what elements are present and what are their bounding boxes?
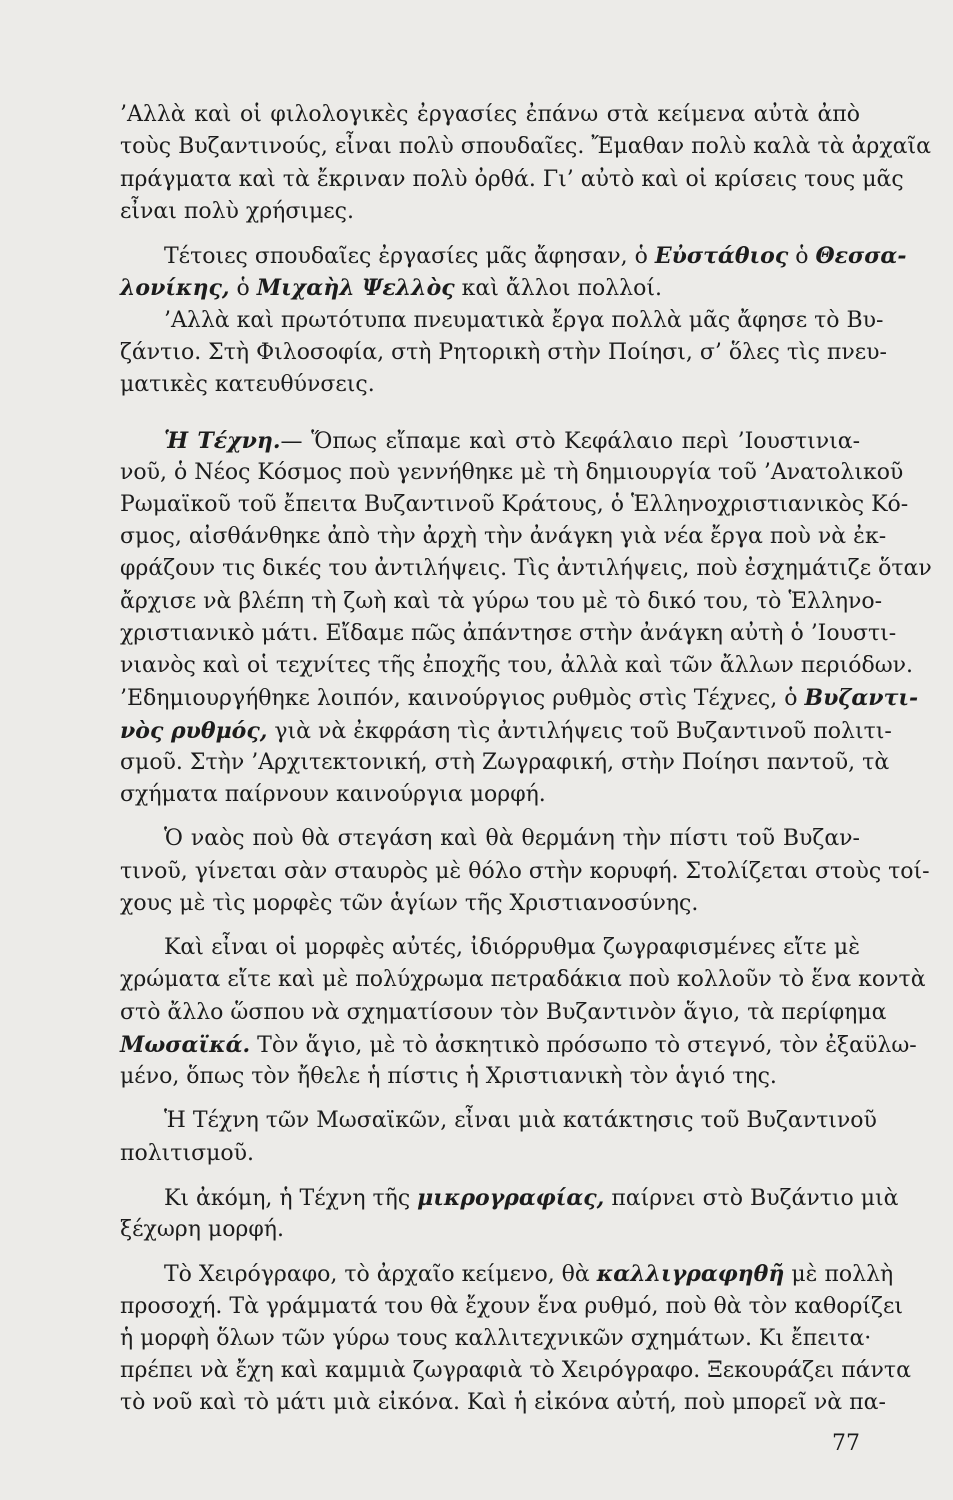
text-line: φράζουν τις δικές του ἀντιλήψεις. Τὶς ἀντιλήψεις, ποὺ ἐσχημάτιζε ὅταν [120,556,932,581]
text-line: Κι ἀκόμη, ἡ Τέχνη τῆς μικρογραφίας, παίρνει στὸ Βυζάντιο μιὰ [164,1185,899,1211]
bold-term: νὸς ρυθμός, [120,718,268,744]
text-line: τοὺς Βυζαντινούς, εἶναι πολὺ σπουδαῖες. Ἔμαθαν πολὺ καλὰ τὰ ἀρχαῖα [120,134,932,159]
bold-term: λονίκης, [120,275,230,301]
bold-term: μικρογραφίας, [417,1185,605,1211]
text-line: ματικὲς κατευθύνσεις. [120,372,375,397]
text-line: νιανὸς καὶ οἱ τεχνίτες τῆς ἐποχῆς του, ἀλλὰ καὶ τῶν ἄλλων περιόδων. [120,653,913,678]
text-line: τινοῦ, γίνεται σὰν σταυρὸς μὲ θόλο στὴν κορυφή. Στολίζεται στοὺς τοί- [120,859,930,884]
text-line: Ρωμαϊκοῦ τοῦ ἔπειτα Βυζαντινοῦ Κράτους, ὁ Ἑλληνοχριστιανικὸς Κό- [120,492,909,517]
text-line: πράγματα καὶ τὰ ἔκριναν πολὺ ὀρθά. Γι’ αὐτὸ καὶ οἱ κρίσεις τους μᾶς [120,167,904,192]
text-line: προσοχή. Τὰ γράμματά του θὰ ἔχουν ἕνα ρυθμό, ποὺ θὰ τὸν καθορίζει [120,1294,903,1319]
text-line: πολιτισμοῦ. [120,1141,254,1166]
text-line: ξέχωρη μορφή. [120,1217,284,1242]
bold-term: Βυζαντι- [804,685,919,711]
text-line: χρώματα εἴτε καὶ μὲ πολύχρωμα πετραδάκια ποὺ κολλοῦν τὸ ἕνα κοντὰ [120,967,926,992]
text-line: Τὸ Χειρόγραφο, τὸ ἀρχαῖο κείμενο, θὰ καλλιγραφηθῆ μὲ πολλὴ [164,1261,894,1287]
text-line: σμοῦ. Στὴν ’Αρχιτεκτονική, στὴ Ζωγραφική, στὴν Ποίησι παντοῦ, τὰ [120,750,890,775]
bold-term: Μωσαϊκά. [120,1032,251,1058]
bold-term: Θεσσα- [815,243,907,269]
text-line: τὸ νοῦ καὶ τὸ μάτι μιὰ εἰκόνα. Καὶ ἡ εἰκόνα αὐτή, ποὺ μπορεῖ νὰ πα- [120,1390,886,1415]
text-line: Καὶ εἶναι οἱ μορφὲς αὐτές, ἰδιόρρυθμα ζωγραφισμένες εἴτε μὲ [164,935,860,960]
text-line: χους μὲ τὶς μορφὲς τῶν ἁγίων τῆς Χριστιανοσύνης. [120,891,699,916]
text-line: μένο, ὅπως τὸν ἤθελε ἡ πίστις ἡ Χριστιανικὴ τὸν ἁγιό της. [120,1064,777,1089]
text-line: Ὁ ναὸς ποὺ θὰ στεγάση καὶ θὰ θερμάνη τὴν πίστι τοῦ Βυζαν- [164,826,860,851]
text-line: ἡ μορφὴ ὅλων τῶν γύρω τους καλλιτεχνικῶν σχημάτων. Κι ἔπειτα· [120,1326,872,1351]
text-line: Μωσαϊκά. Τὸν ἅγιο, μὲ τὸ ἀσκητικὸ πρόσωπο τὸ στεγνό, τὸν ἐξαϋλω- [120,1032,917,1058]
text-line: Τέτοιες σπουδαῖες ἐργασίες μᾶς ἄφησαν, ὁ Εὐστάθιος ὁ Θεσσα- [164,243,907,269]
text-line: εἶναι πολὺ χρήσιμες. [120,199,354,224]
text-line: λονίκης, ὁ Μιχαὴλ Ψελλὸς καὶ ἄλλοι πολλοί. [120,275,662,301]
bold-term: Μιχαὴλ Ψελλὸς [256,275,455,301]
text-line: πρέπει νὰ ἔχη καὶ καμμιὰ ζωγραφιὰ τὸ Χειρόγραφο. Ξεκουράζει πάντα [120,1358,911,1383]
text-line: νὸς ρυθμός, γιὰ νὰ ἐκφράση τὶς ἀντιλήψεις τοῦ Βυζαντινοῦ πολιτι- [120,718,892,744]
text-line: ζάντιο. Στὴ Φιλοσοφία, στὴ Ρητορικὴ στὴν Ποίησι, σ’ ὅλες τὶς πνευ- [120,340,887,365]
page-number: 77 [832,1431,860,1456]
text-line: ἄρχισε νὰ βλέπη τὴ ζωὴ καὶ τὰ γύρω του μὲ τὸ δικό του, τὸ Ἑλληνο- [120,589,883,614]
text-line: σμος, αἰσθάνθηκε ἀπὸ τὴν ἀρχὴ τὴν ἀνάγκη γιὰ νέα ἔργα ποὺ νὰ ἐκ- [120,524,887,549]
bold-term: καλλιγραφηθῆ [596,1261,785,1287]
text-line: ’Αλλὰ καὶ οἱ φιλολογικὲς ἐργασίες ἐπάνω στὰ κείμενα αὐτὰ ἀπὸ [120,102,860,127]
text-line: Ἡ Τέχνη.— Ὅπως εἴπαμε καὶ στὸ Κεφάλαιο περὶ ’Ιουστινια- [164,428,860,454]
section-heading: Ἡ Τέχνη. [164,428,281,454]
bold-term: Εὐστάθιος [654,243,789,269]
text-line: Ἡ Τέχνη τῶν Μωσαϊκῶν, εἶναι μιὰ κατάκτησις τοῦ Βυζαντινοῦ [164,1108,877,1133]
text-line: ’Αλλὰ καὶ πρωτότυπα πνευματικὰ ἔργα πολλὰ μᾶς ἄφησε τὸ Βυ- [164,308,884,333]
text-line: σχήματα παίρνουν καινούργια μορφή. [120,782,546,807]
text-line: χριστιανικὸ μάτι. Εἴδαμε πῶς ἀπάντησε στὴν ἀνάγκη αὐτὴ ὁ ’Ιουστι- [120,621,897,646]
text-line: ’Εδημιουργήθηκε λοιπόν, καινούργιος ρυθμὸς στὶς Τέχνες, ὁ Βυζαντι- [120,685,919,711]
text-line: στὸ ἄλλο ὥσπου νὰ σχηματίσουν τὸν Βυζαντινὸν ἅγιο, τὰ περίφημα [120,1000,887,1025]
text-line: νοῦ, ὁ Νέος Κόσμος ποὺ γεννήθηκε μὲ τὴ δημιουργία τοῦ ’Ανατολικοῦ [120,460,904,485]
